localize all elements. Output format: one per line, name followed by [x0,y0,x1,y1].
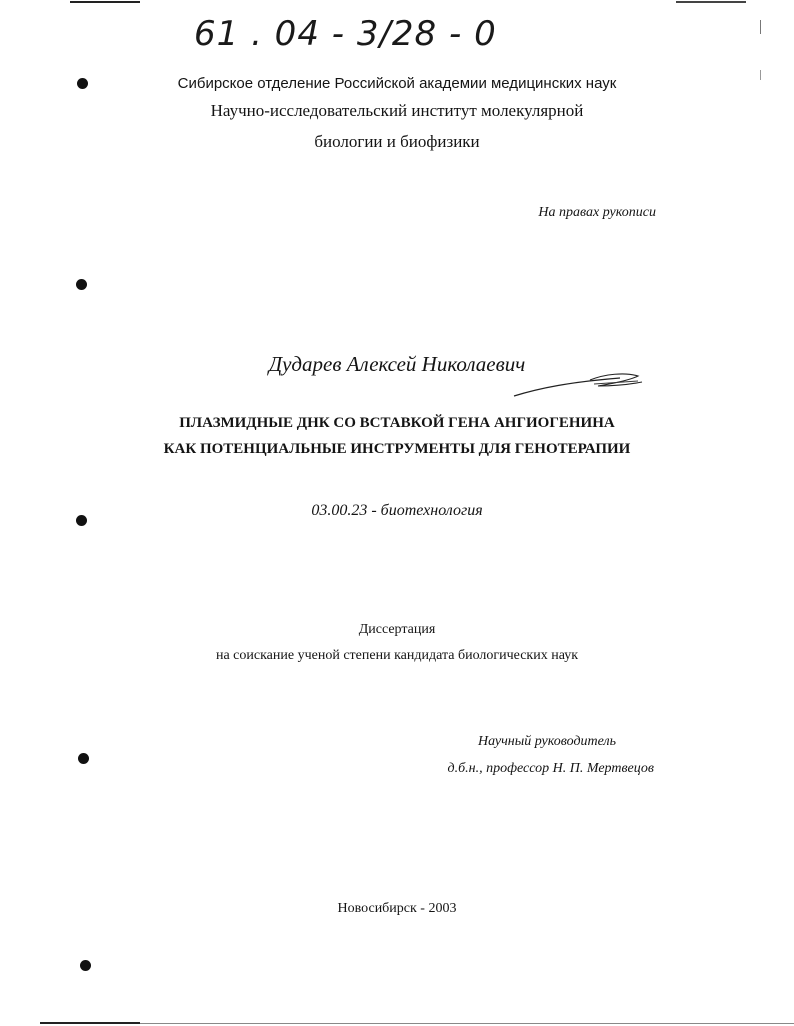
institute-name-line2: биологии и биофизики [314,132,480,151]
supervisor-name: д.б.н., профессор Н. П. Мертвецов [447,761,654,776]
specialty-code: 03.00.23 - биотехнология [311,502,483,519]
punch-hole [78,753,89,764]
supervisor-label: Научный руководитель [477,734,616,749]
place-year: Новосибирск - 2003 [337,901,457,916]
top-scan-line [70,1,140,3]
document-type: Диссертация [358,622,436,637]
thesis-title-line2: КАК ПОТЕНЦИАЛЬНЫЕ ИНСТРУМЕНТЫ ДЛЯ ГЕНОТЕРАПИИ [163,441,631,457]
archive-number: 61 . 04 - 3/28 - 0 [194,14,497,54]
institute-name-line1: Научно-исследовательский институт молекулярной [210,101,584,120]
bottom-scan-line-2 [140,1023,794,1024]
right-edge-mark [760,20,761,34]
punch-hole [80,960,91,971]
top-right-scan-line [676,1,746,3]
bottom-scan-line [40,1022,140,1024]
organization-name: Сибирское отделение Российской академии медицинских наук [177,75,617,92]
thesis-title-line1: ПЛАЗМИДНЫЕ ДНК СО ВСТАВКОЙ ГЕНА АНГИОГЕНИНА [179,415,615,431]
degree-description: на соискание ученой степени кандидата биологических наук [215,648,579,663]
author-signature [510,368,650,402]
rights-notice: На правах рукописи [538,205,656,220]
punch-hole [76,279,87,290]
author-name: Дударев Алексей Николаевич [268,352,526,376]
